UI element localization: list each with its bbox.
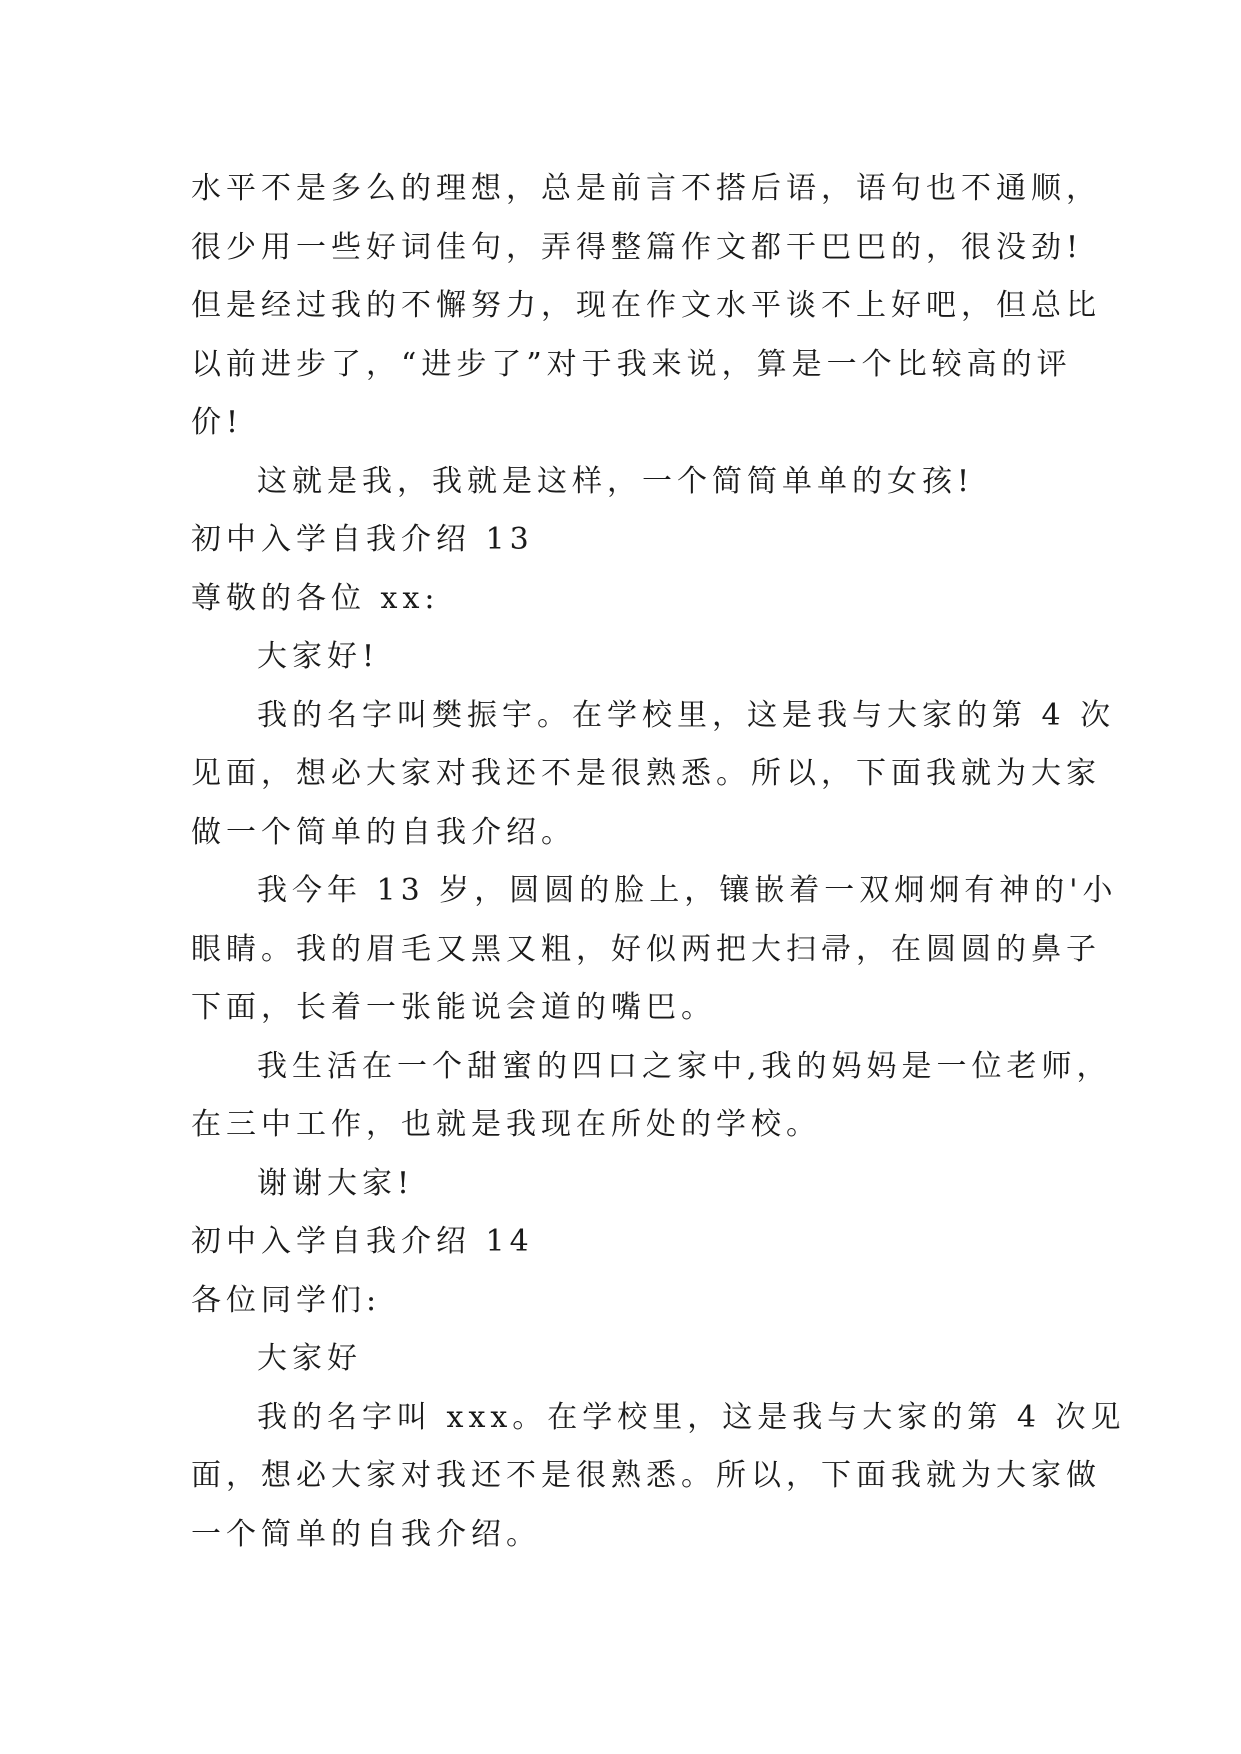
salutation: 各位同学们:: [191, 1282, 382, 1318]
greeting-line: 大家好!: [257, 639, 380, 674]
document-page: [191, 160, 1126, 1564]
paragraph-line: 我的名字叫樊振宇。在学校里，这是我与大家的第 4 次: [257, 697, 1116, 733]
text-line: 在三中工作，也就是我现在所处的学校。: [191, 1107, 821, 1142]
section-title: 初中入学自我介绍 14: [191, 1224, 534, 1259]
text-line: 眼睛。我的眉毛又黑又粗，好似两把大扫帚，在圆圆的鼻子: [191, 931, 1101, 967]
text-line: 一个简单的自我介绍。: [191, 1516, 541, 1552]
text-line: 面，想必大家对我还不是很熟悉。所以，下面我就为大家做: [191, 1458, 1101, 1493]
paragraph-line: 我生活在一个甜蜜的四口之家中,我的妈妈是一位老师，: [257, 1048, 1112, 1084]
text-line: 做一个简单的自我介绍。: [191, 814, 576, 850]
paragraph-line: 我的名字叫 xxx。在学校里，这是我与大家的第 4 次见: [257, 1399, 1126, 1435]
text-line: 下面，长着一张能说会道的嘴巴。: [191, 990, 716, 1025]
text-line: 见面，想必大家对我还不是很熟悉。所以，下面我就为大家: [191, 756, 1101, 791]
text-line: 但是经过我的不懈努力，现在作文水平谈不上好吧，但总比: [191, 288, 1101, 323]
closing-line: 谢谢大家!: [257, 1165, 415, 1201]
text-line: 以前进步了，“进步了”对于我来说，算是一个比较高的评: [191, 346, 1072, 382]
paragraph-line: 这就是我，我就是这样，一个简简单单的女孩!: [257, 463, 975, 499]
text-line: 价!: [191, 405, 244, 440]
greeting-line: 大家好: [257, 1341, 362, 1376]
paragraph-line: 我今年 13 岁，圆圆的脸上，镶嵌着一双炯炯有神的'小: [257, 873, 1118, 908]
text-line: 很少用一些好词佳句，弄得整篇作文都干巴巴的，很没劲!: [191, 229, 1084, 265]
section-title: 初中入学自我介绍 13: [191, 522, 534, 557]
text-line: 水平不是多么的理想，总是前言不搭后语，语句也不通顺，: [191, 171, 1101, 206]
salutation: 尊敬的各位 xx:: [191, 580, 440, 616]
